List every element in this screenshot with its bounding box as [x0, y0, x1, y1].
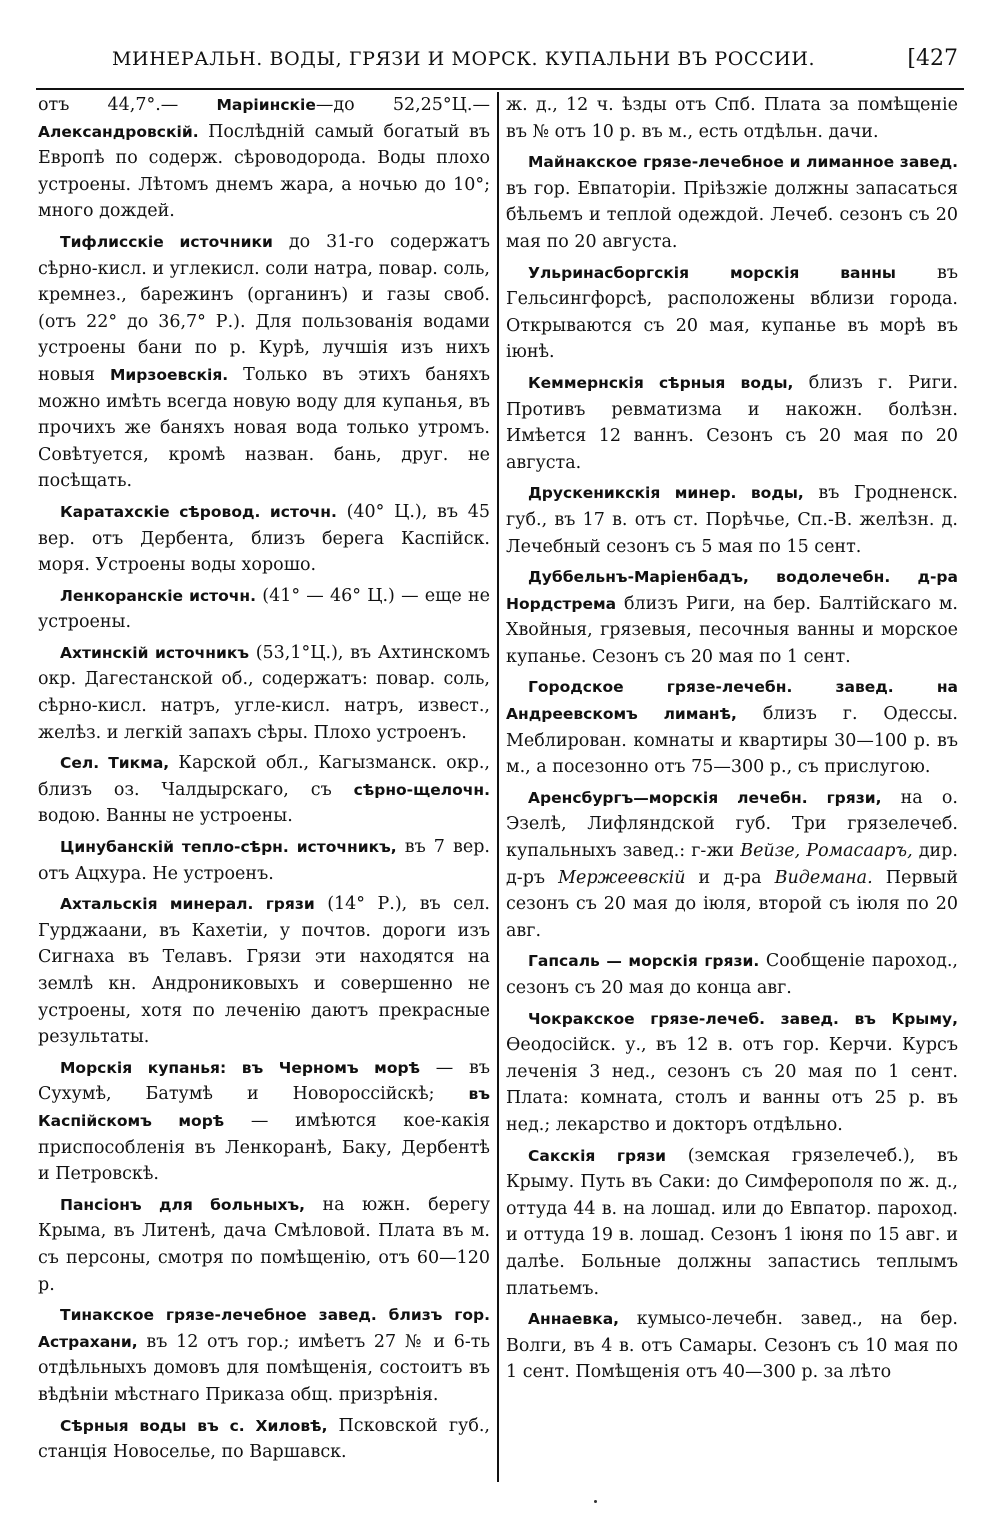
entry-heading: Сел. Тикма,: [60, 754, 170, 773]
entry-text: въ Гродненск. губ., въ 17 в. отъ ст. Порѣчье, Сп.-В. желѣзн. д. Лечебный сезонъ съ 5 мая по 15 сент.: [506, 483, 958, 557]
entry-heading: Ахтинскій источникъ: [60, 643, 250, 662]
entry-heading: Городское грязе-лечебн. завед. на Андреевскомъ лиманѣ,: [506, 678, 958, 724]
entry-heading: Цинубанскій тепло-сѣрн. источникъ,: [60, 838, 397, 857]
entry-paragraph: [506, 92, 958, 145]
entry-heading: Ленкоранскіе источн.: [60, 586, 257, 605]
entry-heading: Ульринасборгскія морскія ванны: [528, 263, 896, 282]
entry-paragraph: [506, 370, 958, 476]
entry-heading: Ахтальскія минерал. грязи: [60, 895, 315, 914]
entry-text: — въ Сухумѣ, Батумѣ и Новороссійскѣ;: [38, 1057, 490, 1105]
entry-paragraph: [38, 834, 490, 887]
entry-paragraph: [506, 785, 958, 945]
entry-heading: Чокракское грязе-лечеб. завед. въ Крыму,: [528, 1009, 958, 1028]
entry-paragraph: [38, 1055, 490, 1188]
entry-text: кумысо-лечебн. завед., на бер. Волги, въ 4 в. отъ Самары. Сезонъ съ 10 мая по 1 сент. Помѣщенія отъ 40—300 р. за лѣто: [506, 1309, 958, 1383]
entry-text: въ Гельсингфорсѣ, расположены вблизи города. Открываются съ 20 мая, купанье въ морѣ въ іюнѣ.: [506, 262, 958, 363]
entry-text: — имѣются кое-какія приспособленія въ Ленкоранѣ, Баку, Дербентѣ и Петровскѣ.: [38, 1110, 490, 1185]
entry-paragraph: [38, 1302, 490, 1408]
entry-text: близъ г. Одессы. Меблирован. комнаты и квартиры 30—100 р. въ м., а посезонно отъ 75—300 р., съ прислугою.: [506, 704, 958, 778]
entry-paragraph: [38, 640, 490, 746]
running-header: [40, 42, 970, 82]
column-divider: [497, 92, 499, 1482]
entry-heading: Сѣрныя воды въ с. Хиловѣ,: [60, 1416, 328, 1435]
entry-paragraph: [506, 564, 958, 670]
entry-text: въ гор. Евпаторіи. Пріѣзжіе должны запасаться бѣльемъ и теплой одеждой. Лечеб. сезонъ съ 20 мая по 20 августа.: [506, 178, 958, 252]
entry-heading: Александровскій.: [38, 122, 199, 141]
entry-paragraph: [506, 1143, 958, 1303]
entry-paragraph: [506, 674, 958, 780]
entry-paragraph: [38, 1413, 490, 1466]
running-title: МИНЕРАЛЬН. ВОДЫ, ГРЯЗИ И МОРСК. КУПАЛЬНИ ВЪ РОССИИ.: [112, 48, 816, 70]
entry-heading: Дуббельнъ-Маріенбадъ, водолечебн. д-ра Нордстрема: [506, 568, 958, 613]
entry-heading: Маріинскіе: [216, 96, 316, 114]
entry-paragraph: [38, 750, 490, 830]
entry-paragraph: [38, 1192, 490, 1298]
entry-heading: Морскія купанья: въ Черномъ морѣ: [60, 1058, 421, 1077]
entry-heading: Каратахскіе сѣровод. источн.: [60, 502, 337, 521]
right-column: [506, 92, 958, 1386]
entry-text: Послѣдній самый богатый въ Европѣ по содерж. сѣроводорода. Воды плохо устроены. Лѣтомъ днемъ жара, а ночью до 10°; много дождей.: [38, 121, 490, 222]
entry-paragraph: [506, 948, 958, 1001]
print-speck: [594, 1500, 597, 1503]
entry-heading: Аренсбургъ—морскія лечебн. грязи,: [528, 788, 882, 807]
entry-heading: Мирзоевскія.: [109, 365, 229, 384]
left-column: [38, 92, 490, 1466]
header-rule: [36, 88, 964, 90]
entry-text: близъ г. Риги. Противъ ревматизма и накожн. болѣзн. Имѣется 12 ваннъ. Сезонъ съ 20 мая по 20 августа.: [506, 372, 959, 473]
entry-text: (41° — 46° Ц.) — еще не устроены.: [38, 585, 490, 633]
entry-paragraph: [38, 583, 490, 636]
entry-text: и д-ра: [685, 867, 775, 888]
entry-heading: Сакскія грязи: [528, 1146, 666, 1165]
entry-heading: Пансіонъ для больныхъ,: [60, 1195, 305, 1214]
entry-text: (40° Ц.), въ 45 вер. отъ Дербента, близъ берега Каспійск. моря. Устроены воды хорошо.: [38, 501, 490, 576]
entry-text: Псковской губ., станція Новоселье, по Варшавск.: [38, 1415, 490, 1463]
entry-paragraph: [38, 891, 490, 1051]
entry-text: —до 52,25°Ц.—: [315, 95, 490, 115]
entry-text: до 31-го содержатъ сѣрно-кисл. и углекисл. соли натра, повар. соль, кремнез., барежинъ (органинъ) и газы своб. (отъ 22° до 36,7° Р.). Для пользованія водами устроены бани по р. Курѣ, лучшія изъ нихъ новыя: [38, 231, 491, 385]
entry-text: Карской обл., Кагызманск. окр., близъ оз. Чалдырскаго, съ: [38, 753, 490, 800]
entry-text: Ѳеодосійск. у., въ 12 в. отъ гор. Керчи. Курсъ леченія 3 нед., сезонъ съ 20 мая по 1 сент. Плата: комната, столъ и ванны отъ 25 р. въ нед.; лекарство и докторъ отдѣльно.: [506, 1035, 958, 1135]
entry-text: дир. д-ръ: [506, 841, 958, 888]
entry-paragraph: [506, 480, 958, 560]
entry-heading: сѣрно-щелочн.: [353, 780, 490, 799]
entry-text: Только въ этихъ баняхъ можно имѣть всегда новую воду для купанья, въ прочихъ же баняхъ новая вода только утромъ. Совѣтуется, кромѣ назван. бань, друг. не посѣщать.: [38, 364, 490, 492]
entry-name-italic: Мержеевскій: [558, 867, 686, 888]
entry-paragraph: [506, 260, 958, 366]
entry-paragraph: [38, 499, 490, 579]
entry-text: (14° Р.), въ сел. Гурджаани, въ Кахетіи, у почтов. дороги изъ Сигнаха въ Телавъ. Грязи эти находятся на землѣ кн. Андрониковыхъ и совершенно не устроены, хотя по леченію даютъ прекрасные результаты.: [38, 894, 490, 1048]
entry-text: на о. Эзелѣ, Лифляндской губ. Три грязелечеб. купальныхъ завед.: г-жи: [506, 787, 958, 862]
entry-heading: въ Каспійскомъ морѣ: [38, 1085, 490, 1130]
entry-paragraph: [506, 149, 958, 255]
entry-text: водою. Ванны не устроены.: [38, 806, 293, 827]
entry-heading: Гапсаль — морскія грязи.: [528, 952, 760, 971]
entry-text: близъ Риги, на бер. Балтійскаго м. Хвойныя, грязевыя, песочныя ванны и морское купанье. Сезонъ съ 20 мая по 1 сент.: [506, 593, 958, 667]
entry-heading: Друскеникскія минер. воды,: [528, 484, 804, 503]
entry-heading: Кеммернскія сѣрныя воды,: [528, 373, 794, 392]
entry-text: въ 12 отъ гор.; имѣетъ 27 № и 6-ть отдѣльныхъ домовъ для помѣщенія, состоитъ въ вѣдѣніи мѣстнаго Приказа общ. призрѣнія.: [38, 1331, 490, 1405]
entry-name-italic: Видемана.: [774, 867, 873, 888]
entry-text: на южн. берегу Крыма, въ Литенѣ, дача Смѣловой. Плата въ м. съ персоны, смотря по помѣщенію, отъ 60—120 р.: [38, 1194, 490, 1295]
entry-text: въ 7 вер. отъ Ацхура. Не устроенъ.: [38, 837, 490, 884]
entry-text: (земская грязелечеб.), въ Крыму. Путь въ Саки: до Симферополя по ж. д., оттуда 44 в. на лошад. или до Евпатор. пароход. и оттуда 19 в. лошад. Сезонъ 1 іюня по 15 авг. и далѣе. Больные должны запастись теплымъ платьемъ.: [506, 1145, 958, 1299]
entry-heading: Майнакское грязе-лечебное и лиманное завед.: [528, 153, 958, 172]
entry-heading: Аннаевка,: [528, 1310, 620, 1329]
entry-paragraph: [506, 1306, 958, 1386]
entry-paragraph: [506, 1006, 958, 1139]
entry-text: отъ 44,7°.—: [38, 95, 217, 115]
entry-text: (53,1°Ц.), въ Ахтинскомъ окр. Дагестанской об., содержатъ: повар. соль, сѣрно-кисл. натръ, угле-кисл. натръ, извест., желѣз. и легкій запахъ сѣры. Плохо устроенъ.: [38, 642, 490, 743]
entry-paragraph: [38, 92, 490, 225]
page-number: [427: [907, 46, 958, 71]
entry-paragraph: [38, 229, 490, 495]
entry-text: Сообщеніе пароход., сезонъ съ 20 мая до конца авг.: [506, 951, 958, 998]
entry-text: Первый сезонъ съ 20 мая до іюля, второй съ іюля по 20 авг.: [506, 867, 958, 941]
entry-text: ж. д., 12 ч. ѣзды отъ Спб. Плата за помѣщеніе въ № отъ 10 р. въ м., есть отдѣльн. дачи.: [506, 95, 958, 142]
entry-name-italic: Вейзе, Ромасааръ,: [740, 841, 913, 862]
entry-heading: Тифлисскіе источники: [60, 232, 273, 251]
entry-heading: Тинакское грязе-лечебное завед. близъ гор. Астрахани,: [38, 1306, 490, 1351]
